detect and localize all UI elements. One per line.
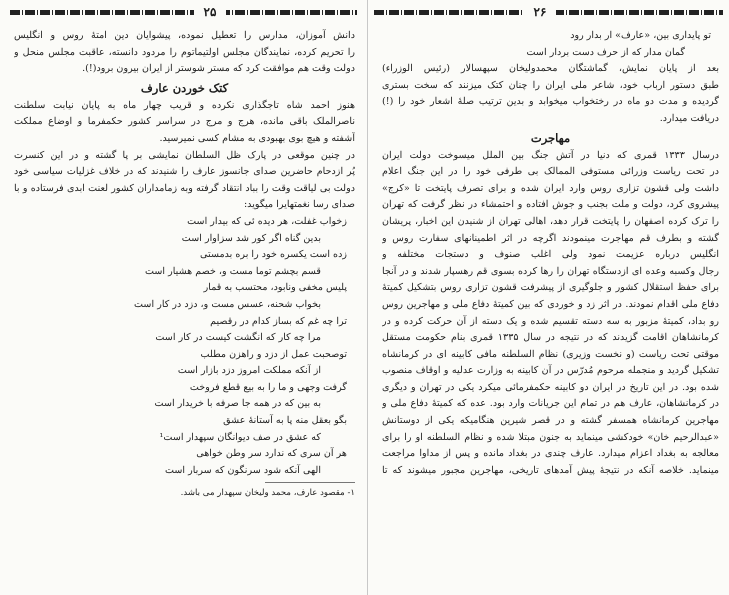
text-line: هنوز احمد شاه تاجگذاری نکرده و قریب چهار ماه به پایان نیابت سلطنت bbox=[14, 99, 355, 111]
text-line: «عبدالرحیم خان» خودکشی مینماید به جنون مبتلا شده و نظام السلطنه او را برای bbox=[382, 431, 719, 443]
text-line: ناصرالملک باقی مانده، هرج و مرج در سراسر کشور حکمفرما و اوضاع مملکت bbox=[14, 116, 355, 128]
text-line: طبق دستور ارباب خود، شاعر ملی ایران را چنان کتک میزنند که سخت بستری bbox=[382, 79, 719, 91]
text-line: شده بود. در این تاریخ در ایران دو کابینه حکمفرمائی میکرد یکی در تهران و دیگری bbox=[382, 381, 719, 393]
verse-line: تو پایداری بین، «عارف» ار بدار رود bbox=[570, 30, 711, 41]
poem-line: قسم بچشم توما مست و، خصم هشیار است bbox=[144, 265, 321, 277]
text-line: معالجه به بغداد اعزام میدارد. عارف چندی در بغداد مانده و پس از مداوا مراجعت bbox=[382, 448, 719, 460]
poem-line: توصحبت عمل از دزد و راهزن مطلب bbox=[200, 348, 347, 360]
poem-line: که عشق در صف دیوانگان سپهدار است¹ bbox=[159, 431, 321, 443]
poem-line: زخواب غفلت، هر دیده ئی که بیدار است bbox=[187, 215, 347, 227]
poem-line: بدین گناه اگر کور شد سزاوار است bbox=[181, 232, 321, 244]
text-line: داشت ولی قشون تزاری روس وارد ایران شده و برای تصرف پایتخت تا «کرج» bbox=[382, 182, 719, 194]
text-line: آشفته و هیچ بوی بهبودی به مشام کسی نمیرسید. bbox=[159, 132, 355, 144]
text-line: انگلیس درباره عزیمت نمود ولی اغلب صنوف و دستجات مختلفه و bbox=[382, 249, 719, 261]
section-heading: مهاجرت bbox=[530, 130, 571, 145]
text-line: گردیده و مدت دو ماه در رختخواب میخوابد و بدین ترتیب صلۀ اشعار خود را (!) bbox=[382, 96, 719, 108]
text-line: در کرمانشاهان، عارف هم در تمام این جریانات وارد بود. عده که کمیتۀ دفاع ملی و bbox=[382, 398, 719, 410]
text-line: دفاع ملی اقدام نمودند. در اثر زد و خوردی که بین کمیتۀ دفاع ملی و مهاجرین روس bbox=[382, 298, 719, 310]
page-header bbox=[10, 4, 357, 20]
poem-line: گرفت وجهی و ما را به بیع قطع فروخت bbox=[189, 381, 347, 393]
poem-line: زده است یکسره خود را بره بدمستی bbox=[200, 249, 347, 261]
text-line: مینماید. خلاصه آنکه در نتیجۀ پیش آمدهای تاریخی، مهاجرین مجبور میشوند که تا bbox=[382, 464, 719, 476]
footnote: ۱- مقصود عارف، محمد ولیخان سپهدار می باشد. bbox=[180, 488, 355, 499]
poem-line: الهی آنکه شود سرنگون که سربار است bbox=[164, 464, 321, 476]
poem-line: ترا چه غم که بساز کدام در رقصیم bbox=[210, 315, 347, 327]
poem-line: به بین که در همه جا صرفه با خریدار است bbox=[154, 398, 321, 410]
text-line: دولت وقت هم موافقت کرد که مستر شوستر از ایران بیرون برود(!). bbox=[82, 63, 355, 75]
text-line: مهاجرین کرمانشاه همسفر گشته و در قصر شیرین هنگامیکه یکی از دوستانش bbox=[382, 415, 719, 427]
text-line: پُر ازدحام حاضرین صدای جانسوز عارف را شنیدند که در خلاف غزلیات سیاسی خود bbox=[14, 166, 355, 178]
poem-line: بگو بعقل منه پا به آستانۀ عشق bbox=[223, 415, 347, 427]
text-line: صدای رسا نغمتهایرا میگوید: bbox=[243, 199, 355, 211]
text-line: موقتی تحت ریاست (و نخست وزیری) نظام السلطنه مافی کابینه ای در کرمانشاه bbox=[382, 348, 719, 360]
text-line: تشکیل گردید و منجمله مرحوم مُدرّس در آن کابینه به وزارت عدلیه و اوقاف منصوب bbox=[382, 365, 719, 377]
poem-line: پلیس مخفی ونابود، محتسب به قمار bbox=[203, 282, 347, 294]
text-line: در تحت ریاست وزرائی مستوفی الممالک بی طرفی خود را در این جنگ اعلام bbox=[382, 166, 719, 178]
footnote-divider bbox=[265, 482, 355, 483]
poem-line: مرا چه کار که انگشت کیست در کار است bbox=[155, 332, 321, 344]
poem-line: هر آن سری که ندارد سر وطن خواهی bbox=[196, 448, 347, 460]
verse-line: گمان مدار که از حرف دست بردار است bbox=[526, 46, 685, 58]
text-line: درسال ۱۳۳۳ قمری که دنیا در آتش جنگ بین الملل میسوخت دولت ایران bbox=[382, 149, 719, 161]
text-line: برای حفظ استقلال کشور و جلوگیری از پیشرفت قشون تزاری روس بتشکیل کمیتۀ bbox=[382, 282, 719, 294]
text-line: دریافت میدارد. bbox=[659, 112, 719, 124]
text-line: در چنین موقعی در پارک ظل السلطان نمایشی بر پا گشته و در این کنسرت bbox=[14, 149, 355, 161]
right-page bbox=[368, 0, 729, 595]
page-body bbox=[382, 28, 719, 479]
page-number: ۲۵ bbox=[194, 4, 226, 20]
page-body bbox=[14, 28, 355, 502]
text-line: پیشروی کرد، دولت و ملت بجنب و جوش افتاده و احتمشاء در نظر گرفت که تهران bbox=[382, 199, 719, 211]
text-line: دانش آموزان، مدارس را تعطیل نموده، پیشوایان دین امتۀ روس و انگلیس bbox=[14, 30, 355, 41]
decorative-border bbox=[10, 10, 357, 15]
text-line: بعد از پایان نمایش، گماشتگان محمدولیخان سپهسالار (رئیس الوزراء) bbox=[382, 63, 719, 75]
text-line: را تحریم کرده، نمایندگان مجلس اولتیماتوم را مردود دانسته، عاقبت مجلس منحل و bbox=[14, 46, 355, 58]
page-header bbox=[374, 4, 723, 20]
poem-line: از آنکه مملکت امروز دزد بازار است bbox=[177, 365, 321, 377]
section-heading: کتک خوردن عارف bbox=[140, 80, 229, 95]
page-number: ۲۶ bbox=[524, 4, 556, 20]
text-line: را ترک کرده اصفهان را پایتخت قرار دهد، اهالی تهران از شنیدن این اخبار، پریشان bbox=[382, 215, 719, 227]
poem-line: بخواب شحنه، عسس مست و، دزد در کار است bbox=[134, 298, 321, 310]
text-line: دولت بی لیاقت وقت را بباد انتقاد گرفته وبه زمامداران کشور لعنت ابدی فرستاده و با bbox=[14, 182, 355, 194]
text-line: گشته و بطرف قم مهاجرت مینمودند اگرچه در اثر اطمینانهای سفارت روس و bbox=[382, 232, 719, 244]
text-line: رجال وکسبه وعده ای ازدستگاه تهران را رها کرده بسوی قم رهسپار شدند و در آنجا bbox=[382, 265, 719, 277]
text-line: کرمانشاهان اقامت گزیدند که در نتیجه در سال ۱۳۳۵ قمری بنام حکومت مستقل bbox=[382, 332, 719, 344]
text-line: رو بداد، کمیتۀ مزبور به سه دسته تقسیم شده و یک دسته از آن حرکت کرده و در bbox=[382, 315, 719, 327]
